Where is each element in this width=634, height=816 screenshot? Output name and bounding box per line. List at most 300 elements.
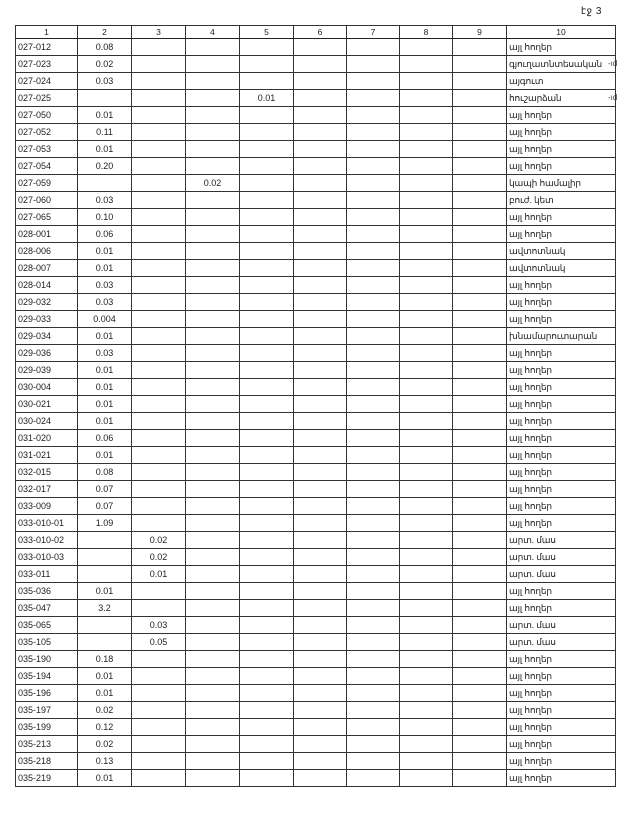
col2-value [78, 566, 132, 583]
col5-value [240, 192, 294, 209]
table-row [16, 719, 616, 736]
col9-value [453, 158, 507, 175]
col4-value [186, 141, 240, 158]
land-use-type: այլ հողեր [507, 39, 616, 56]
parcel-code: 030-024 [16, 413, 78, 430]
table-row [16, 498, 616, 515]
parcel-code: 033-010-03 [16, 549, 78, 566]
col4-value [186, 634, 240, 651]
table-body [16, 39, 616, 787]
col7-value [347, 90, 400, 107]
col2-value: 0.01 [78, 328, 132, 345]
col9-value [453, 56, 507, 73]
col4-value [186, 345, 240, 362]
col2-value: 0.01 [78, 668, 132, 685]
col9-value [453, 311, 507, 328]
col6-value [294, 770, 347, 787]
col6-value [294, 175, 347, 192]
col5-value [240, 430, 294, 447]
table-row [16, 600, 616, 617]
column-header-row [16, 26, 616, 39]
col8-value [400, 430, 453, 447]
col3-value: 0.02 [132, 532, 186, 549]
table-row [16, 345, 616, 362]
column-header-6: 6 [294, 26, 347, 39]
col6-value [294, 702, 347, 719]
table-row [16, 226, 616, 243]
col6-value [294, 651, 347, 668]
land-use-type: ավտոտնակ [507, 260, 616, 277]
land-use-type: այլ հողեր [507, 430, 616, 447]
col7-value [347, 583, 400, 600]
col6-value [294, 634, 347, 651]
land-use-type: արտ. մաս [507, 532, 616, 549]
col5-value [240, 56, 294, 73]
col6-value [294, 396, 347, 413]
col4-value: 0.02 [186, 175, 240, 192]
parcel-code: 031-021 [16, 447, 78, 464]
col5-value [240, 753, 294, 770]
col8-value [400, 702, 453, 719]
col2-value: 0.01 [78, 260, 132, 277]
col7-value [347, 770, 400, 787]
col8-value [400, 481, 453, 498]
col9-value [453, 532, 507, 549]
parcel-code: 027-065 [16, 209, 78, 226]
column-header-1: 1 [16, 26, 78, 39]
column-header-2: 2 [78, 26, 132, 39]
land-use-type: այլ հողեր [507, 736, 616, 753]
col9-value [453, 277, 507, 294]
col4-value [186, 753, 240, 770]
col5-value [240, 685, 294, 702]
table-row [16, 56, 616, 73]
parcel-code: 035-065 [16, 617, 78, 634]
col5-value [240, 260, 294, 277]
col3-value: 0.02 [132, 549, 186, 566]
table-row [16, 447, 616, 464]
col8-value [400, 328, 453, 345]
col7-value [347, 498, 400, 515]
col5-value [240, 124, 294, 141]
col6-value [294, 294, 347, 311]
land-use-type: գյուղատնտեսական [507, 56, 616, 73]
table-row [16, 515, 616, 532]
col9-value [453, 447, 507, 464]
col6-value [294, 107, 347, 124]
col3-value [132, 209, 186, 226]
col7-value [347, 481, 400, 498]
col8-value [400, 770, 453, 787]
col5-value [240, 226, 294, 243]
col3-value [132, 379, 186, 396]
col3-value [132, 311, 186, 328]
col2-value [78, 634, 132, 651]
col5-value [240, 600, 294, 617]
col3-value [132, 702, 186, 719]
col7-value [347, 226, 400, 243]
col2-value: 0.18 [78, 651, 132, 668]
parcel-code: 027-024 [16, 73, 78, 90]
col3-value [132, 481, 186, 498]
col3-value [132, 685, 186, 702]
col7-value [347, 124, 400, 141]
parcel-code: 029-039 [16, 362, 78, 379]
table-row [16, 685, 616, 702]
col8-value [400, 464, 453, 481]
col9-value [453, 73, 507, 90]
col9-value [453, 617, 507, 634]
col3-value [132, 464, 186, 481]
col3-value: 0.01 [132, 566, 186, 583]
col3-value [132, 158, 186, 175]
col9-value [453, 770, 507, 787]
col6-value [294, 753, 347, 770]
page-number-label: էջ 3 [580, 6, 602, 17]
col4-value [186, 651, 240, 668]
col9-value [453, 243, 507, 260]
col2-value: 0.01 [78, 685, 132, 702]
col2-value: 0.01 [78, 447, 132, 464]
col5-value [240, 294, 294, 311]
col4-value [186, 413, 240, 430]
table-row [16, 481, 616, 498]
table-row [16, 430, 616, 447]
parcel-code: 027-053 [16, 141, 78, 158]
land-use-type: ավտոտնակ [507, 243, 616, 260]
col5-value [240, 277, 294, 294]
col5-value [240, 634, 294, 651]
parcel-code: 035-219 [16, 770, 78, 787]
col6-value [294, 311, 347, 328]
col9-value [453, 515, 507, 532]
col7-value [347, 209, 400, 226]
col2-value: 0.01 [78, 413, 132, 430]
col2-value: 0.07 [78, 481, 132, 498]
col8-value [400, 498, 453, 515]
col3-value [132, 668, 186, 685]
col8-value [400, 634, 453, 651]
col7-value [347, 447, 400, 464]
col2-value: 0.01 [78, 396, 132, 413]
land-use-type: այլ հողեր [507, 209, 616, 226]
parcel-code: 035-196 [16, 685, 78, 702]
col8-value [400, 583, 453, 600]
land-use-type: արտ. մաս [507, 617, 616, 634]
col8-value [400, 753, 453, 770]
col9-value [453, 294, 507, 311]
table-row [16, 566, 616, 583]
land-use-type: այլ հողեր [507, 345, 616, 362]
col2-value: 0.01 [78, 362, 132, 379]
col3-value [132, 73, 186, 90]
table-row [16, 73, 616, 90]
col8-value [400, 600, 453, 617]
col6-value [294, 685, 347, 702]
col7-value [347, 532, 400, 549]
col2-value: 0.03 [78, 192, 132, 209]
table-row [16, 651, 616, 668]
table-row [16, 583, 616, 600]
table-row [16, 277, 616, 294]
col2-value [78, 90, 132, 107]
col5-value [240, 243, 294, 260]
col8-value [400, 243, 453, 260]
col4-value [186, 685, 240, 702]
table-row [16, 294, 616, 311]
col4-value [186, 447, 240, 464]
table-row [16, 379, 616, 396]
col5-value [240, 566, 294, 583]
col6-value [294, 141, 347, 158]
col6-value [294, 447, 347, 464]
parcel-code: 027-059 [16, 175, 78, 192]
land-parcel-table [15, 25, 616, 787]
col7-value [347, 464, 400, 481]
parcel-code: 035-047 [16, 600, 78, 617]
col4-value [186, 770, 240, 787]
parcel-code: 027-050 [16, 107, 78, 124]
col6-value [294, 583, 347, 600]
parcel-code: 035-199 [16, 719, 78, 736]
col2-value: 0.02 [78, 702, 132, 719]
col9-value [453, 481, 507, 498]
col3-value [132, 124, 186, 141]
col6-value [294, 192, 347, 209]
col6-value [294, 158, 347, 175]
col5-value [240, 39, 294, 56]
col4-value [186, 464, 240, 481]
col2-value: 0.03 [78, 345, 132, 362]
col9-value [453, 430, 507, 447]
parcel-code: 028-014 [16, 277, 78, 294]
col7-value [347, 566, 400, 583]
col5-value [240, 107, 294, 124]
col8-value [400, 209, 453, 226]
col5-value [240, 209, 294, 226]
land-use-type: այլ հողեր [507, 753, 616, 770]
col4-value [186, 260, 240, 277]
col7-value [347, 311, 400, 328]
col9-value [453, 260, 507, 277]
col5-value [240, 702, 294, 719]
col6-value [294, 719, 347, 736]
col4-value [186, 124, 240, 141]
col8-value [400, 515, 453, 532]
col5-value [240, 583, 294, 600]
col9-value [453, 736, 507, 753]
col8-value [400, 379, 453, 396]
col9-value [453, 328, 507, 345]
land-use-type: այլ հողեր [507, 651, 616, 668]
col4-value [186, 566, 240, 583]
col8-value [400, 311, 453, 328]
table-row [16, 617, 616, 634]
col7-value [347, 141, 400, 158]
parcel-code: 033-010-01 [16, 515, 78, 532]
table-row [16, 39, 616, 56]
parcel-code: 035-194 [16, 668, 78, 685]
parcel-code: 033-010-02 [16, 532, 78, 549]
col7-value [347, 651, 400, 668]
col7-value [347, 685, 400, 702]
col2-value [78, 549, 132, 566]
table-row [16, 124, 616, 141]
col5-value [240, 464, 294, 481]
table-row [16, 141, 616, 158]
col8-value [400, 668, 453, 685]
col9-value [453, 702, 507, 719]
col9-value [453, 413, 507, 430]
col2-value: 0.06 [78, 226, 132, 243]
col4-value [186, 702, 240, 719]
col4-value [186, 192, 240, 209]
land-use-type: արտ. մաս [507, 634, 616, 651]
col3-value [132, 770, 186, 787]
col8-value [400, 175, 453, 192]
col6-value [294, 277, 347, 294]
col4-value [186, 600, 240, 617]
col2-value: 0.01 [78, 141, 132, 158]
land-use-type: բուժ. կետ [507, 192, 616, 209]
land-use-type: այլ հողեր [507, 464, 616, 481]
col5-value [240, 498, 294, 515]
col8-value [400, 158, 453, 175]
col5-value [240, 141, 294, 158]
land-use-type: այլ հողեր [507, 583, 616, 600]
land-use-type: այլ հողեր [507, 158, 616, 175]
col6-value [294, 345, 347, 362]
col4-value [186, 532, 240, 549]
table-row [16, 90, 616, 107]
col4-value [186, 379, 240, 396]
col4-value [186, 481, 240, 498]
col2-value: 0.004 [78, 311, 132, 328]
col6-value [294, 379, 347, 396]
col7-value [347, 243, 400, 260]
col9-value [453, 668, 507, 685]
land-use-type: այլ հողեր [507, 141, 616, 158]
col4-value [186, 158, 240, 175]
parcel-code: 035-218 [16, 753, 78, 770]
col7-value [347, 107, 400, 124]
parcel-code: 028-001 [16, 226, 78, 243]
col6-value [294, 73, 347, 90]
table-row [16, 362, 616, 379]
col6-value [294, 736, 347, 753]
col8-value [400, 651, 453, 668]
col7-value [347, 617, 400, 634]
column-header-7: 7 [347, 26, 400, 39]
land-use-type: այլ հողեր [507, 226, 616, 243]
table-row [16, 311, 616, 328]
col4-value [186, 39, 240, 56]
col4-value [186, 430, 240, 447]
col3-value [132, 277, 186, 294]
col5-value [240, 719, 294, 736]
col2-value: 1.09 [78, 515, 132, 532]
col6-value [294, 413, 347, 430]
col5-value [240, 175, 294, 192]
col8-value [400, 141, 453, 158]
col5-value [240, 396, 294, 413]
table-row [16, 175, 616, 192]
col9-value [453, 362, 507, 379]
land-use-type: այլ հողեր [507, 770, 616, 787]
col3-value [132, 56, 186, 73]
margin-mark: -ıd [608, 93, 618, 102]
table-row [16, 668, 616, 685]
land-use-type: այլ հողեր [507, 107, 616, 124]
land-use-type: այլ հողեր [507, 515, 616, 532]
parcel-code: 035-036 [16, 583, 78, 600]
col7-value [347, 56, 400, 73]
col4-value [186, 498, 240, 515]
col5-value [240, 311, 294, 328]
col2-value: 0.01 [78, 107, 132, 124]
col9-value [453, 192, 507, 209]
col2-value: 0.12 [78, 719, 132, 736]
col5-value [240, 532, 294, 549]
column-header-5: 5 [240, 26, 294, 39]
col2-value [78, 175, 132, 192]
table-row [16, 532, 616, 549]
col5-value [240, 617, 294, 634]
col5-value [240, 73, 294, 90]
column-header-3: 3 [132, 26, 186, 39]
land-use-type: այլ հողեր [507, 719, 616, 736]
col8-value [400, 362, 453, 379]
col5-value [240, 362, 294, 379]
land-use-type: այլ հողեր [507, 600, 616, 617]
parcel-code: 035-213 [16, 736, 78, 753]
land-use-type: այլ հողեր [507, 311, 616, 328]
col5-value [240, 345, 294, 362]
col3-value [132, 583, 186, 600]
col2-value: 0.01 [78, 243, 132, 260]
col6-value [294, 56, 347, 73]
col7-value [347, 702, 400, 719]
table-row [16, 634, 616, 651]
land-use-type: արտ. մաս [507, 566, 616, 583]
col3-value [132, 600, 186, 617]
col3-value [132, 226, 186, 243]
parcel-code: 029-036 [16, 345, 78, 362]
col3-value [132, 447, 186, 464]
col9-value [453, 651, 507, 668]
col7-value [347, 379, 400, 396]
col4-value [186, 396, 240, 413]
col3-value [132, 192, 186, 209]
land-use-type: այլ հողեր [507, 668, 616, 685]
col7-value [347, 328, 400, 345]
col9-value [453, 226, 507, 243]
col4-value [186, 209, 240, 226]
col8-value [400, 549, 453, 566]
col6-value [294, 600, 347, 617]
col8-value [400, 719, 453, 736]
col2-value: 3.2 [78, 600, 132, 617]
col6-value [294, 243, 347, 260]
col8-value [400, 345, 453, 362]
col3-value [132, 430, 186, 447]
land-use-type: այլ հողեր [507, 685, 616, 702]
table-row [16, 396, 616, 413]
column-header-4: 4 [186, 26, 240, 39]
col8-value [400, 260, 453, 277]
col8-value [400, 56, 453, 73]
land-use-type: կապի համալիր [507, 175, 616, 192]
